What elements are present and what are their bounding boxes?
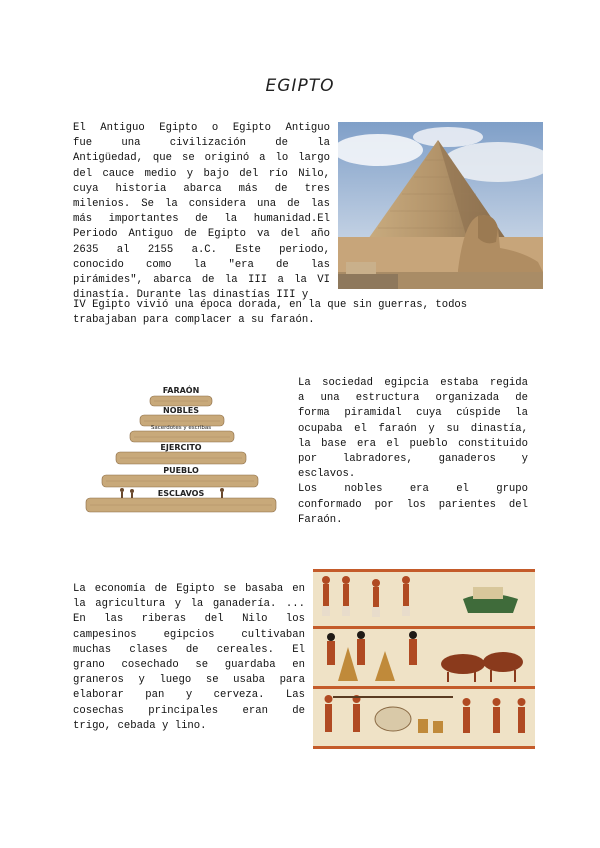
society-paragraph xyxy=(298,376,528,528)
text-line: cosechas principales eran de xyxy=(73,704,305,717)
text-line: fue una civilización de la xyxy=(73,137,330,150)
text-line: Periodo Antiguo de Egipto va del año xyxy=(73,228,330,241)
text-line: la base era el pueblo constituido xyxy=(298,437,528,450)
text-line: La sociedad egipcia estaba regida xyxy=(298,377,528,389)
text-line: cuya historia abarca más de tres xyxy=(73,182,330,195)
text-line: En las riberas del Nilo los xyxy=(73,613,305,626)
text-line: trabajaban para complacer a su faraón. xyxy=(73,314,315,327)
text-line: elaborar pan y cerveza. Las xyxy=(73,689,305,702)
egyptian-agriculture-fresco xyxy=(313,569,535,749)
text-line: IV Egipto vivió una época dorada, en la que sin guerras, todos xyxy=(73,299,468,311)
text-line: más importantes de la humanidad.El xyxy=(73,213,330,226)
page-title: EGIPTO xyxy=(265,76,335,96)
text-line: Los nobles era el grupo xyxy=(298,483,528,496)
text-line: La economía de Egipto se basaba en xyxy=(73,583,305,595)
intro-paragraph-tail xyxy=(73,298,528,328)
text-line: esclavos. xyxy=(298,468,356,481)
text-line: por labradores, ganaderos y xyxy=(298,453,528,466)
text-line: del cauce medio y bajo del río Nilo, xyxy=(73,167,330,180)
text-line: trigo, cebada y lino. xyxy=(73,719,207,732)
text-line: forma piramidal cuya cúspide la xyxy=(298,407,528,420)
pyramid-label-esclavos: ESCLAVOS xyxy=(157,489,205,498)
pyramid-label-ejercito: EJERCITO xyxy=(160,443,202,452)
text-line: graneros y luego se usaba para xyxy=(73,674,305,687)
text-line: ocupaba el faraón y su dinastía, xyxy=(298,422,528,435)
pyramid-label-nobles: NOBLES xyxy=(163,406,199,415)
text-line: El Antiguo Egipto o Egipto Antiguo xyxy=(73,122,330,134)
intro-paragraph xyxy=(73,121,330,303)
text-line: milenios. Se la considera una de las xyxy=(73,198,330,211)
text-line: dinastía. Durante las dinastías III y xyxy=(73,289,309,302)
pyramid-label-faraon: FARAÓN xyxy=(162,386,200,395)
text-line: campesinos egipcios cultivaban xyxy=(73,628,305,641)
text-line: muchas clases de cereales. El xyxy=(73,643,305,656)
text-line: a una estructura organizada de xyxy=(298,392,528,405)
text-line: conformado por los parientes del xyxy=(298,498,528,511)
text-line: 2635 al 2155 a.C. Este periodo, xyxy=(73,243,330,256)
social-pyramid-diagram xyxy=(72,375,290,523)
text-line: Antigüedad, que se originó a lo largo xyxy=(73,152,330,165)
text-line: Faraón. xyxy=(298,513,343,526)
pyramid-label-pueblo: PUEBLO xyxy=(163,466,199,475)
text-line: grano cosechado se guardaba en xyxy=(73,659,305,672)
pyramid-label-sacerdotes: Sacerdotes y escribas xyxy=(150,425,212,431)
text-line: pirámides", abarca de la III a la VI xyxy=(73,274,330,287)
text-line: la agricultura y la ganadería. ... xyxy=(73,598,305,611)
economy-paragraph xyxy=(73,582,305,734)
text-line: conocido como la "era de las xyxy=(73,258,330,271)
pyramid-sphinx-photo xyxy=(338,122,543,289)
